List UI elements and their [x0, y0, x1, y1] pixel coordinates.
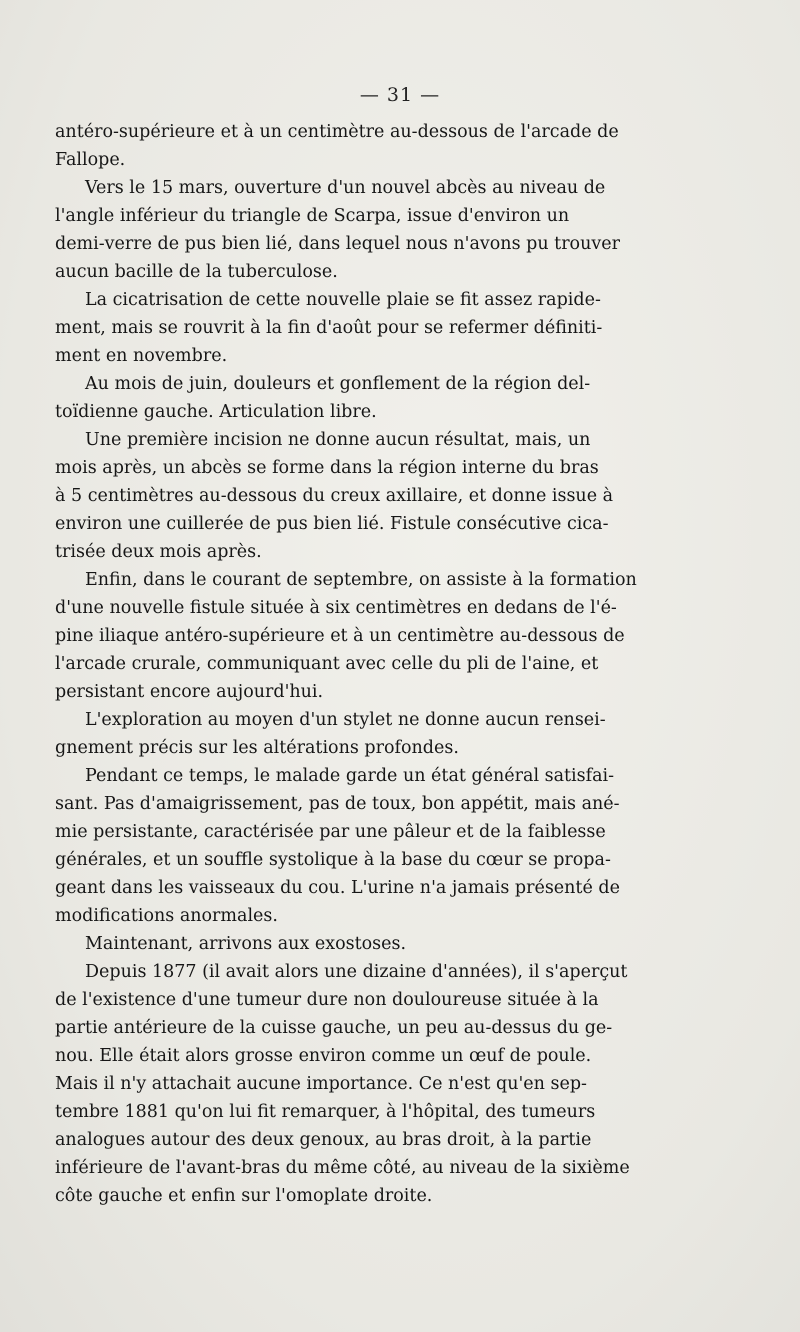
- text-line: Pendant ce temps, le malade garde un état général satisfai-: [85, 766, 615, 786]
- text-line: Enfin, dans le courant de septembre, on assiste à la formation: [85, 570, 637, 590]
- text-line: demi-verre de pus bien lié, dans lequel nous n'avons pu trouver: [55, 234, 620, 254]
- text-line: tembre 1881 qu'on lui fit remarquer, à l'hôpital, des tumeurs: [55, 1102, 596, 1122]
- text-line: Fallope.: [55, 150, 126, 170]
- text-line: modifications anormales.: [55, 906, 278, 926]
- text-line: ment en novembre.: [55, 346, 228, 366]
- text-line: aucun bacille de la tuberculose.: [55, 262, 338, 282]
- text-line: Une première incision ne donne aucun résultat, mais, un: [85, 430, 591, 450]
- text-line: mois après, un abcès se forme dans la région interne du bras: [55, 458, 599, 478]
- page-number: — 31 —: [359, 84, 441, 106]
- text-line: toïdienne gauche. Articulation libre.: [55, 402, 377, 422]
- text-line: antéro-supérieure et à un centimètre au-dessous de l'arcade de: [55, 122, 619, 142]
- text-line: sant. Pas d'amaigrissement, pas de toux, bon appétit, mais ané-: [55, 794, 620, 814]
- text-line: Depuis 1877 (il avait alors une dizaine d'années), il s'aperçut: [85, 962, 628, 982]
- text-line: trisée deux mois après.: [55, 542, 262, 562]
- text-line: ment, mais se rouvrit à la fin d'août pour se refermer définiti-: [55, 318, 603, 338]
- text-line: gnement précis sur les altérations profondes.: [55, 738, 459, 758]
- text-line: partie antérieure de la cuisse gauche, un peu au-dessus du ge-: [55, 1018, 613, 1038]
- text-line: Mais il n'y attachait aucune importance. Ce n'est qu'en sep-: [55, 1074, 587, 1094]
- text-line: analogues autour des deux genoux, au bras droit, à la partie: [55, 1130, 592, 1150]
- text-line: environ une cuillerée de pus bien lié. Fistule consécutive cica-: [55, 514, 609, 534]
- text-line: geant dans les vaisseaux du cou. L'urine n'a jamais présenté de: [55, 878, 620, 898]
- text-line: côte gauche et enfin sur l'omoplate droite.: [55, 1186, 433, 1206]
- text-line: La cicatrisation de cette nouvelle plaie se fit assez rapide-: [85, 290, 601, 310]
- text-line: Au mois de juin, douleurs et gonflement de la région del-: [85, 374, 591, 394]
- text-line: nou. Elle était alors grosse environ comme un œuf de poule.: [55, 1046, 592, 1066]
- text-line: inférieure de l'avant-bras du même côté, au niveau de la sixième: [55, 1158, 630, 1178]
- text-line: l'arcade crurale, communiquant avec celle du pli de l'aine, et: [55, 654, 599, 674]
- text-line: Maintenant, arrivons aux exostoses.: [85, 934, 407, 954]
- text-line: de l'existence d'une tumeur dure non douloureuse située à la: [55, 990, 599, 1010]
- text-line: L'exploration au moyen d'un stylet ne donne aucun rensei-: [85, 710, 606, 730]
- text-line: l'angle inférieur du triangle de Scarpa, issue d'environ un: [55, 206, 570, 226]
- text-line: Vers le 15 mars, ouverture d'un nouvel abcès au niveau de: [85, 178, 606, 198]
- text-line: mie persistante, caractérisée par une pâleur et de la faiblesse: [55, 822, 606, 842]
- text-line: d'une nouvelle fistule située à six centimètres en dedans de l'é-: [55, 598, 617, 618]
- text-line: persistant encore aujourd'hui.: [55, 682, 324, 702]
- text-line: à 5 centimètres au-dessous du creux axillaire, et donne issue à: [55, 486, 614, 506]
- text-line: pine iliaque antéro-supérieure et à un centimètre au-dessous de: [55, 626, 625, 646]
- text-line: générales, et un souffle systolique à la base du cœur se propa-: [55, 850, 611, 870]
- body-text: [55, 118, 765, 1210]
